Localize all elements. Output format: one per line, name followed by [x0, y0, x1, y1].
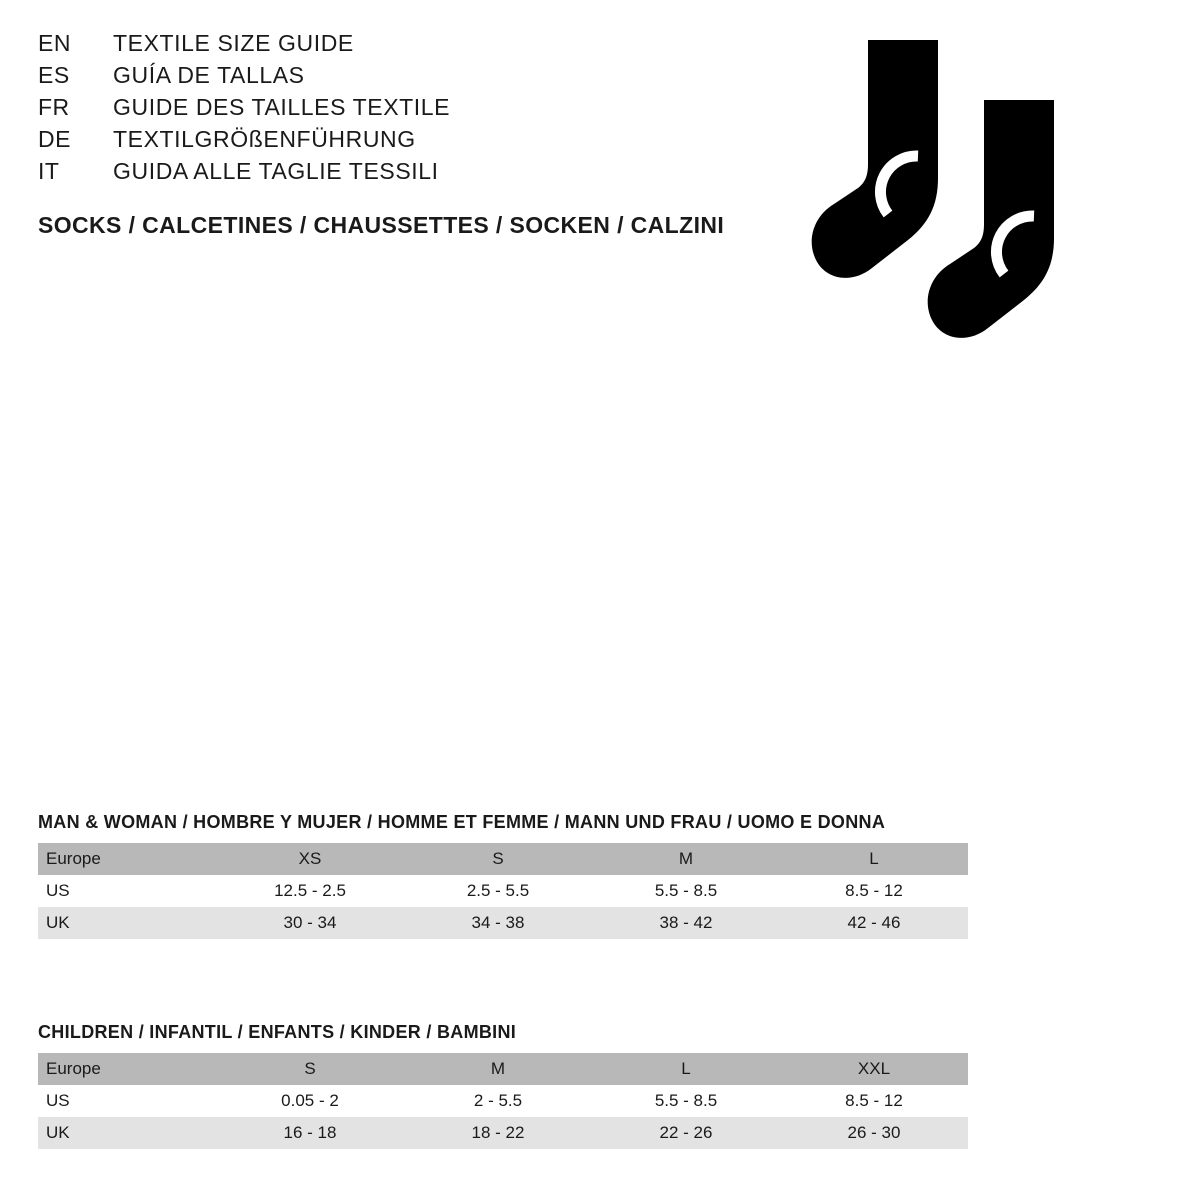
row-label: UK [38, 907, 216, 939]
cell-size: 12.5 - 2.5 [216, 875, 404, 907]
cell-size: 26 - 30 [780, 1117, 968, 1149]
table-row [38, 875, 968, 907]
product-category-line: SOCKS / CALCETINES / CHAUSSETTES / SOCKEN / CALZINI [38, 212, 725, 238]
children-size-table [38, 1053, 968, 1149]
cell-size: 0.05 - 2 [216, 1085, 404, 1117]
cell-size: 42 - 46 [780, 907, 968, 939]
sock-front-shape [928, 100, 1054, 338]
adult-size-table [38, 843, 968, 939]
table-row [38, 907, 968, 939]
table-row [38, 1053, 968, 1085]
language-code: IT [38, 158, 60, 184]
row-label: UK [38, 1117, 216, 1149]
cell-size: 2.5 - 5.5 [404, 875, 592, 907]
cell-size: 5.5 - 8.5 [592, 875, 780, 907]
cell-size: S [404, 843, 592, 875]
cell-size: S [216, 1053, 404, 1085]
cell-size: 34 - 38 [404, 907, 592, 939]
cell-size: 30 - 34 [216, 907, 404, 939]
cell-size: 8.5 - 12 [780, 875, 968, 907]
language-code: FR [38, 94, 70, 120]
language-row-es [38, 62, 798, 94]
socks-illustration [810, 28, 1110, 358]
adult-section-title: MAN & WOMAN / HOMBRE Y MUJER / HOMME ET FEMME / MANN UND FRAU / UOMO E DONNA [38, 812, 886, 832]
language-code: DE [38, 126, 71, 152]
table-row [38, 1117, 968, 1149]
cell-size: 18 - 22 [404, 1117, 592, 1149]
language-title: GUIDA ALLE TAGLIE TESSILI [113, 158, 439, 184]
language-title: GUIDE DES TAILLES TEXTILE [113, 94, 451, 120]
language-row-en [38, 30, 798, 62]
cell-size: 16 - 18 [216, 1117, 404, 1149]
cell-size: XXL [780, 1053, 968, 1085]
language-title: TEXTILGRÖßENFÜHRUNG [113, 126, 416, 152]
cell-size: 22 - 26 [592, 1117, 780, 1149]
row-label: US [38, 875, 216, 907]
row-label: Europe [38, 843, 216, 875]
language-code: ES [38, 62, 70, 88]
cell-size: M [592, 843, 780, 875]
cell-size: 5.5 - 8.5 [592, 1085, 780, 1117]
language-row-it [38, 158, 798, 190]
cell-size: L [592, 1053, 780, 1085]
cell-size: 38 - 42 [592, 907, 780, 939]
header-block [38, 30, 798, 239]
cell-size: L [780, 843, 968, 875]
table-row [38, 1085, 968, 1117]
language-title: GUÍA DE TALLAS [113, 62, 305, 88]
language-code: EN [38, 30, 71, 56]
language-title: TEXTILE SIZE GUIDE [113, 30, 354, 56]
row-label: US [38, 1085, 216, 1117]
cell-size: 8.5 - 12 [780, 1085, 968, 1117]
cell-size: 2 - 5.5 [404, 1085, 592, 1117]
adult-size-section [38, 812, 968, 939]
children-size-section [38, 1022, 968, 1149]
table-row [38, 843, 968, 875]
cell-size: M [404, 1053, 592, 1085]
language-row-fr [38, 94, 798, 126]
cell-size: XS [216, 843, 404, 875]
children-section-title: CHILDREN / INFANTIL / ENFANTS / KINDER / BAMBINI [38, 1022, 517, 1042]
row-label: Europe [38, 1053, 216, 1085]
language-row-de [38, 126, 798, 158]
sock-back-shape [812, 40, 938, 278]
